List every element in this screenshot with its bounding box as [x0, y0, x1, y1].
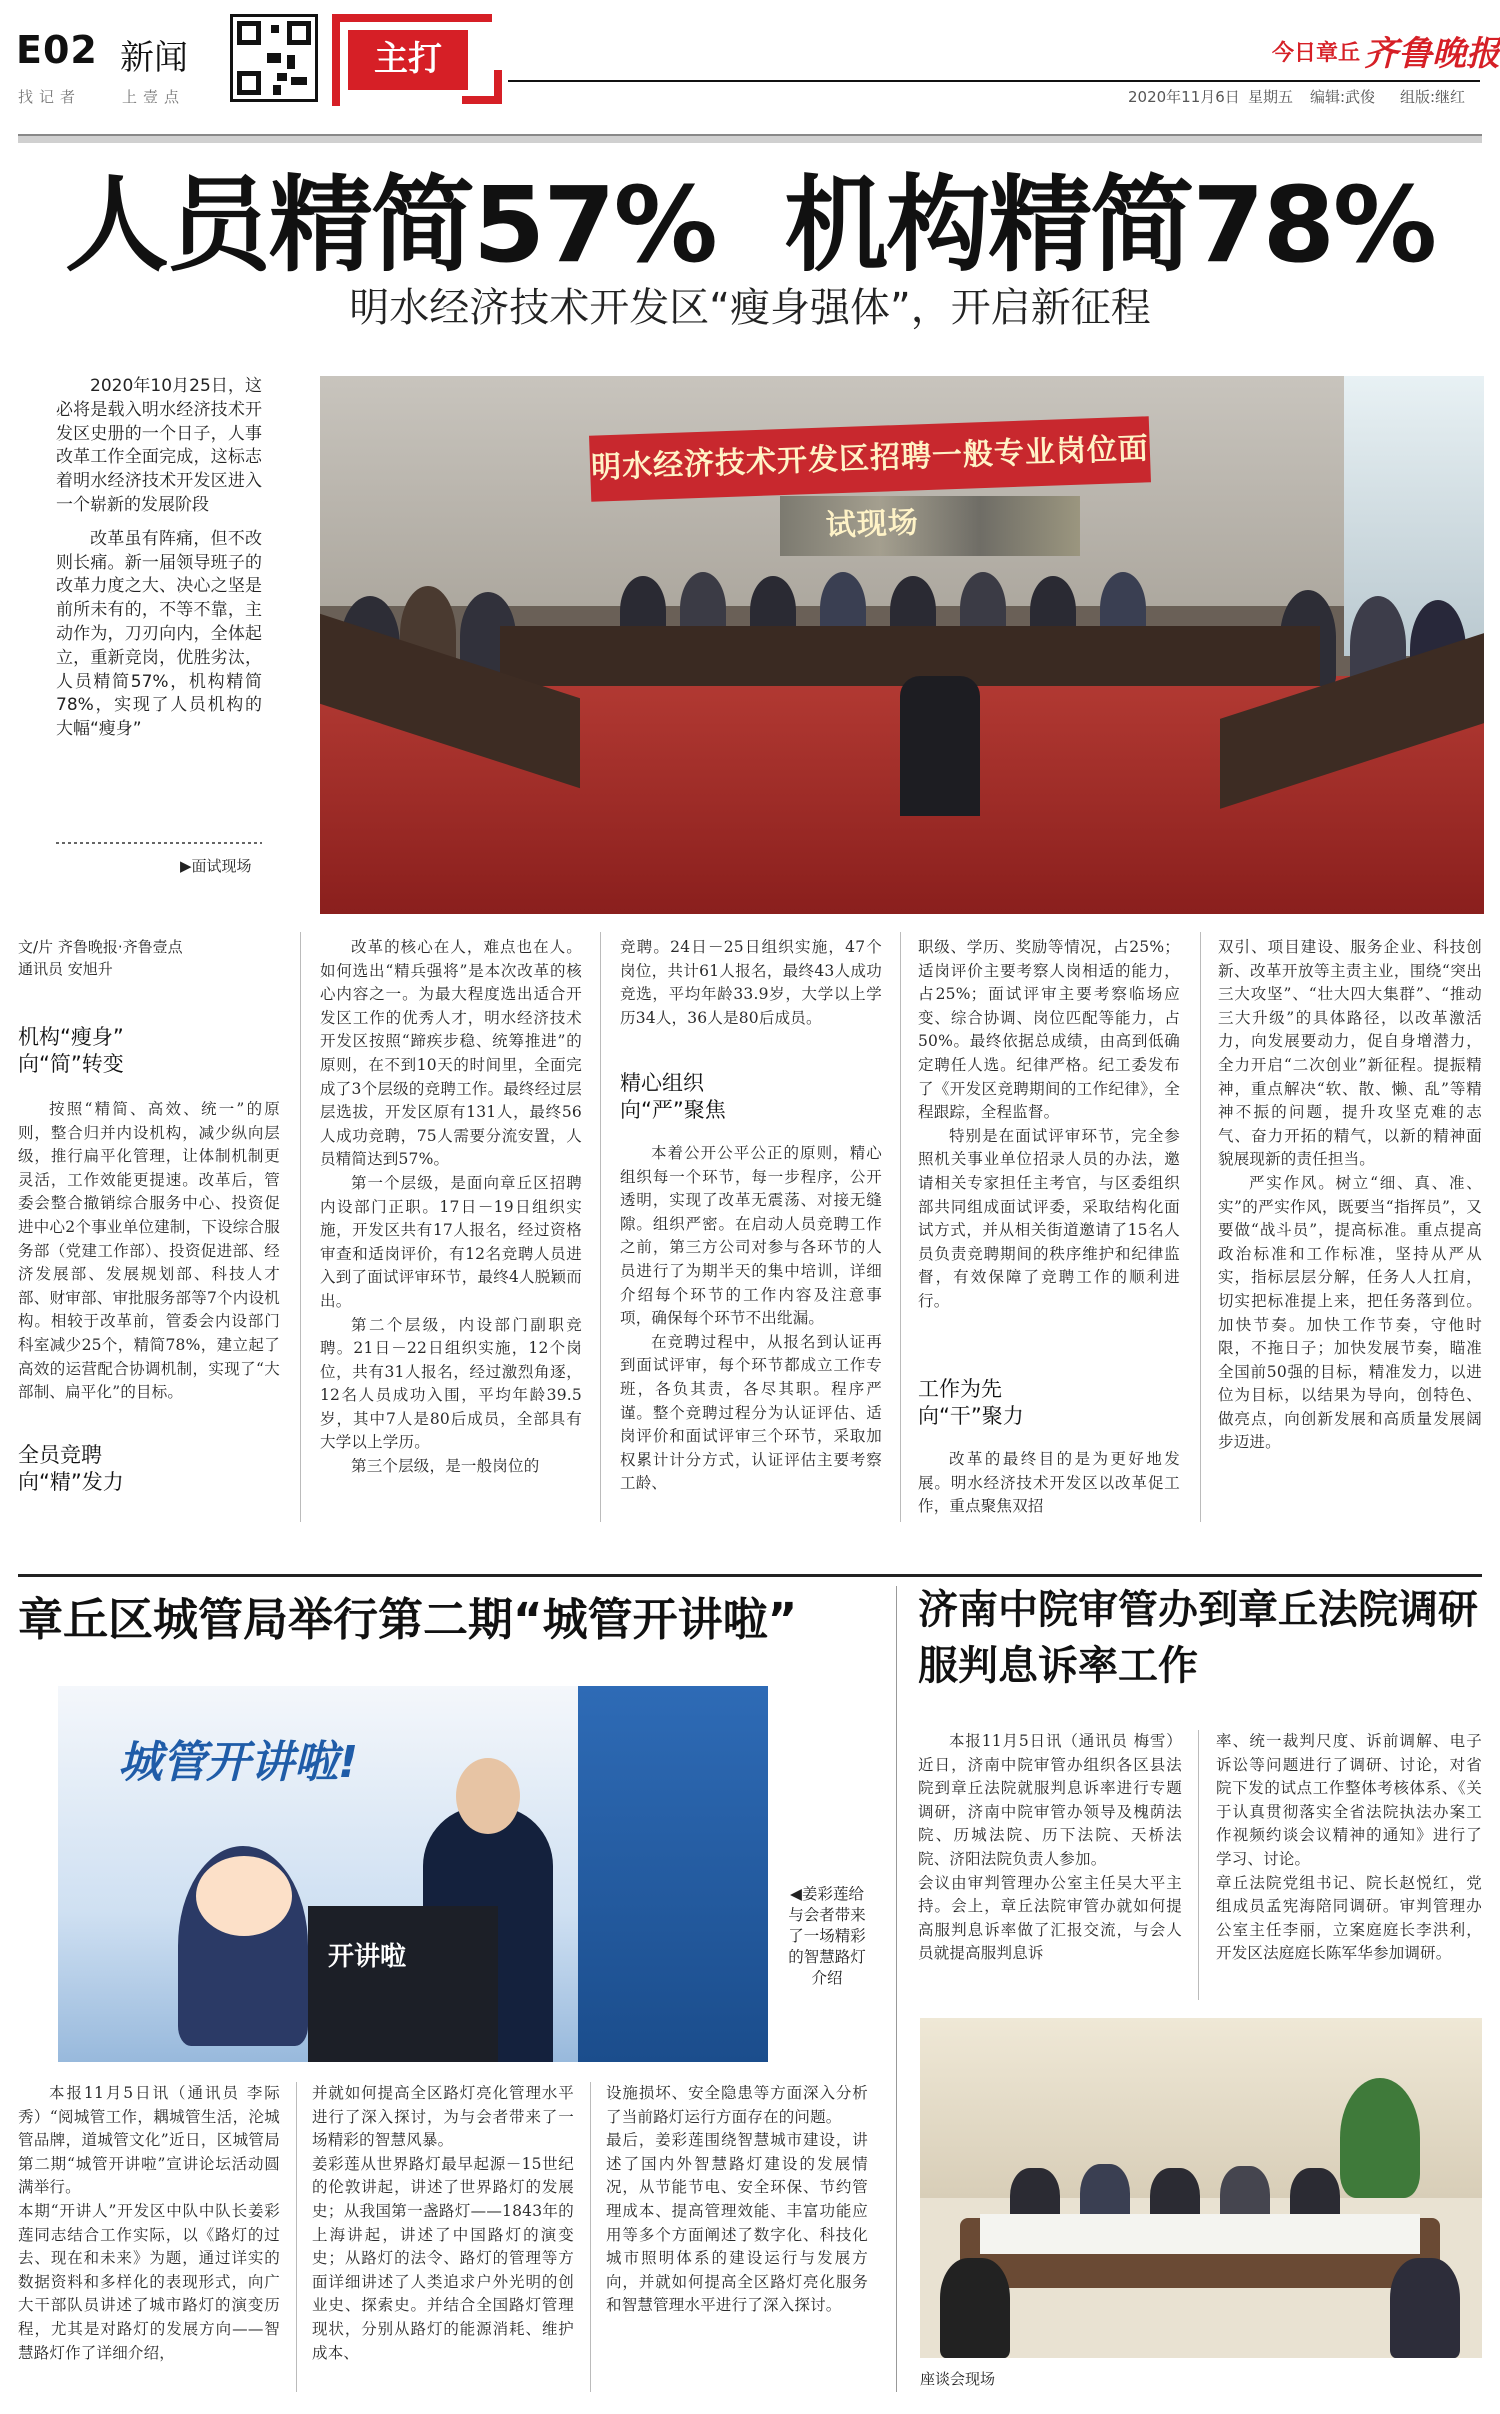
story-separator [896, 1586, 897, 2392]
paragraph: 并就如何提高全区路灯亮化管理水平进行了深入探讨，为与会者带来了一场精彩的智慧风暴。 姜彩莲从世界路灯最早起源－15世纪的伦敦讲起，讲述了世界路灯的发展史；从我国第一盏路灯——1843年的上海讲起，讲述了中国路灯的演变史；从路灯的法令、路灯的管理等方面详细讲述了人类追求户外光明的创业史、探索史。并结合全国路灯管理现状，分别从路灯的能源消耗、维护成本、 [312, 2084, 574, 2362]
top-divider [18, 134, 1482, 143]
paragraph: 本着公开公平公正的原则，精心组织每一个环节，每一步程序，公开透明，实现了改革无震荡、对接无缝隙。组织严密。在启动人员竞聘工作之前，第三方公司对参与各环节的人员进行了为期半天的集中培训，详细介绍每个环节的工作内容及注意事项，确保每个环节不出纰漏。 [620, 1144, 882, 1328]
paragraph: 职级、学历、奖励等情况，占25%；适岗评价主要考察人岗相适的能力，占25%；面试评审主要考察临场应变、综合协调、岗位匹配等能力，占50%。最终依据总成绩，由高到低确定聘任人选。纪律严格。纪工委发布了《开发区竞聘期间的工作纪律》，全程跟踪，全程监督。 [918, 938, 1180, 1122]
paragraph: 在竞聘过程中，从报名到认证再到面试评审，每个环节都成立工作专班，各负其责，各尽其职。程序严谨。整个竞聘过程分为认证评估、适岗评价和面试评审三个环节，采取加权累计计分方式，认证评估主要考察工龄、 [620, 1332, 882, 1493]
paragraph: 本报11月5日讯（通讯员 李际秀）“阅城管工作，耦城管生活，沦城管品牌，道城管文化”近日，区城管局第二期“城管开讲啦”宣讲论坛活动圆满举行。 本期“开讲人”开发区中队中队长姜彩莲同志结合工作实际，以《路灯的过去、现在和未来》为题，通过详实的数据资料和多样化的表现形式，向广大干部队员讲述了城市路灯的演变历程，尤其是对路灯的发展方向——智慧路灯作了详细介绍， [18, 2084, 280, 2362]
story2-column-3 [606, 2082, 868, 2318]
issue-weekday: 星期五 [1248, 88, 1294, 106]
lead-subhead: 明水经济技术开发区“瘦身强体”，开启新征程 [349, 285, 1151, 331]
brand-logo: 齐鲁晚报 [1364, 34, 1500, 74]
story2-column-1 [18, 2082, 280, 2365]
byline-correspondent: 通讯员 安旭升 [18, 960, 113, 978]
interview-photo[interactable] [320, 376, 1484, 914]
byline [18, 936, 183, 980]
qr-code-icon[interactable] [230, 14, 318, 102]
paragraph: 改革的核心在人，难点也在人。如何选出“精兵强将”是本次改革的核心内容之一。为最大程度选出适合开发区工作的优秀人才，明水经济技术开发区按照“蹄疾步稳、统筹推进”的原则，在不到10天的时间里，全面完成了3个层级的竞聘工作。最终经过层层选拔，开发区原有131人，最终56人成功竞聘，75人需要分流安置，人员精简达到57%。 [320, 938, 582, 1169]
page-code: E02 [16, 28, 98, 72]
lead-headline: 人员精简57% 机构精简78% [64, 164, 1436, 286]
paragraph: 改革的最终目的是为更好地发展。明水经济技术开发区以改革促工作，重点聚焦双招 [918, 1450, 1180, 1516]
lead-intro-p1: 2020年10月25日，这必将是载入明水经济技术开发区史册的一个日子，人事改革工作全面完成，这标志着明水经济技术开发区进入一个崭新的发展阶段 [56, 376, 262, 515]
photo-caption-interview: ▶面试现场 [180, 857, 252, 875]
lead-column-4 [918, 936, 1180, 1314]
paragraph: 设施损坏、安全隐患等方面深入分析了当前路灯运行方面存在的问题。 最后，姜彩莲围绕智慧城市建设，讲述了国内外智慧路灯建设的发展情况，从节能节电、安全环保、节约管理成本、提高管理效能、丰富功能应用等多个方面阐述了数字化、科技化城市照明体系的建设运行与发展方向，并就如何提高全区路灯亮化服务和智慧管理水平进行了深入探讨。 [606, 2084, 868, 2315]
paragraph: 率、统一裁判尺度、诉前调解、电子诉讼等问题进行了调研、讨论，对省院下发的试点工作整体考核体系、《关于认真贯彻落实全省法院执法办案工作视频约谈会议精神的通知》进行了学习、讨论。 章丘法院党组书记、院长赵悦红，党组成员孟宪海陪同调研。审判管理办公室主任李丽，立案庭庭长李洪利，开发区法庭庭长陈军华参加调研。 [1216, 1732, 1482, 1963]
paragraph: 竞聘。24日－25日组织实施，47个岗位，共计61人报名，最终43人成功竞选，平均年龄33.9岁，大学以上学历34人，36人是80后成员。 [620, 938, 882, 1027]
header-rule [508, 80, 1480, 82]
badge-frame-corner [462, 70, 502, 104]
slogan-left: 找记者 [18, 88, 82, 106]
lead-column-4b [918, 1448, 1180, 1519]
paragraph: 本报11月5日讯（通讯员 梅雪）近日，济南中院审管办组织各区县法院到章丘法院就服判息诉率进行专题调研，济南中院审管办领导及槐荫法院、历城法院、历下法院、天桥法院、济阳法院负责人参加。 会议由审判管理办公室主任吴大平主持。会上，章丘法院审管办就如何提高服判息诉率做了汇报交流，与会人员就提高服判息诉 [918, 1732, 1182, 1963]
paragraph: 第二个层级，内设部门副职竞聘。21日－22日组织实施，12个岗位，共有31人报名，经过激烈角逐，12名人员成功入围，平均年龄39.5岁，其中7人是80后成员，全部具有大学以上学历。 [320, 1315, 582, 1452]
column-separator [1198, 1730, 1199, 2000]
section-label: 新闻 [120, 38, 188, 78]
meeting-photo-caption: 座谈会现场 [920, 2370, 996, 2388]
story2-column-2 [312, 2082, 574, 2365]
column-separator [300, 932, 301, 1522]
paragraph: 特别是在面试评审环节，完全参照机关事业单位招录人员的办法，邀请相关专家担任主考官，与区委组织部共同组成面试评委，采取结构化面试方式，并从相关街道邀请了15名人员负责竞聘期间的秩序维护和纪律监督，有效保障了竞聘工作的顺利进行。 [918, 1126, 1180, 1310]
subhead-work: 工作为先 向“干”聚力 [918, 1377, 1024, 1428]
section-divider [18, 1574, 1482, 1577]
column-separator [900, 932, 901, 1522]
slogan-mid: 上壹点 [122, 88, 186, 106]
designer: 组版:继红 [1400, 88, 1466, 106]
podium-text: 开讲啦 [328, 1942, 407, 1972]
column-separator [590, 2082, 591, 2392]
story3-headline: 济南中院审管办到章丘法院调研服判息诉率工作 [918, 1587, 1478, 1689]
paragraph: 按照“精简、高效、统一”的原则，整合归并内设机构，减少纵向层级，推行扁平化管理，让体制机制更灵活，工作效能更提速。改革后，管委会整合撤销综合服务中心、投资促进中心2个事业单位建制，下设综合服务部（党建工作部）、投资促进部、经济发展部、发展规划部、科技人才部、财审部、审批服务部等7个内设机构。相较于改革前，管委会内设部门科室减少25个，精简78%，建立起了高效的运营配合协调机制，实现了“大部制、扁平化”的目标。 [18, 1100, 280, 1402]
story3-column-1 [918, 1730, 1182, 1966]
column-separator [296, 2082, 297, 2392]
meeting-photo[interactable] [920, 2018, 1482, 2358]
column-name: 今日章丘 [1272, 41, 1361, 66]
lecture-photo-title: 城管开讲啦! [118, 1737, 359, 1788]
issue-date: 2020年11月6日 [1128, 88, 1240, 106]
paragraph: 双引、项目建设、服务企业、科技创新、改革开放等主责主业，围绕“突出三大攻坚”、“壮大四大集群”、“推动三大升级”的具体路径，以改革激活力，向发展要动力，促自身增潜力，全力开启“二次创业”新征程。提振精神，重点解决“软、散、懒、乱”等精神不振的问题，提升攻坚克难的志气、奋力开拓的精气，以新的精神面貌展现新的责任担当。 [1218, 938, 1482, 1169]
lecture-photo[interactable] [58, 1686, 768, 2062]
photo-banner-text: 明水经济技术开发区招聘一般专业岗位面试现场 [589, 416, 1151, 502]
lead-intro [56, 375, 262, 742]
lead-divider [56, 842, 262, 844]
lead-column-5 [1218, 936, 1482, 1455]
lead-column-3 [620, 936, 882, 1030]
column-separator [1200, 932, 1201, 1522]
story2-photo-caption: ◀姜彩莲给与会者带来了一场精彩的智慧路灯介绍 [788, 1885, 866, 1987]
paragraph: 第一个层级，是面向章丘区招聘内设部门正职。17日－19日组织实施，开发区共有17人报名，经过资格审查和适岗评价，有12名竞聘人员进入到了面试评审环节，最终4人脱颖而出。 [320, 1173, 582, 1310]
column-separator [600, 932, 601, 1522]
editor: 编辑:武俊 [1310, 88, 1376, 106]
paragraph: 第三个层级，是一般岗位的 [351, 1457, 540, 1476]
story3-column-2 [1216, 1730, 1482, 1966]
subhead-organize: 精心组织 向“严”聚焦 [620, 1071, 726, 1122]
subhead-structure: 机构“瘦身” 向“简”转变 [18, 1025, 124, 1076]
lead-column-1 [18, 1098, 280, 1405]
lead-column-3b [620, 1142, 882, 1496]
lead-intro-p2: 改革虽有阵痛，但不改则长痛。新一届领导班子的改革力度之大、决心之坚是前所未有的，不等不靠，主动作为，刀刃向内，全体起立，重新竞岗，优胜劣汰，人员精简57%，机构精简78%，实现了人员机构的大幅“瘦身” [56, 528, 262, 740]
subhead-competition: 全员竞聘 向“精”发力 [18, 1443, 124, 1494]
story2-headline: 章丘区城管局举行第二期“城管开讲啦” [18, 1593, 798, 1646]
byline-author: 文/片 齐鲁晚报·齐鲁壹点 [18, 938, 183, 956]
section-badge: 主打 [348, 30, 468, 90]
paragraph: 严实作风。树立“细、真、准、实”的严实作风，既要当“指挥员”，又要做“战斗员”，提高标准。重点提高政治标准和工作标准，坚持从严从实，指标层层分解，任务人人扛肩，切实把标准提上来，把任务落到位。加快节奏。加快工作节奏，守他时限，不拖日子；加快发展节奏，瞄准全国前50强的目标，精准发力，以进位为目标，以结果为导向，创特色、做亮点，向创新发展和高质量发展阔步迈进。 [1218, 1173, 1482, 1452]
lead-column-2 [320, 936, 582, 1479]
